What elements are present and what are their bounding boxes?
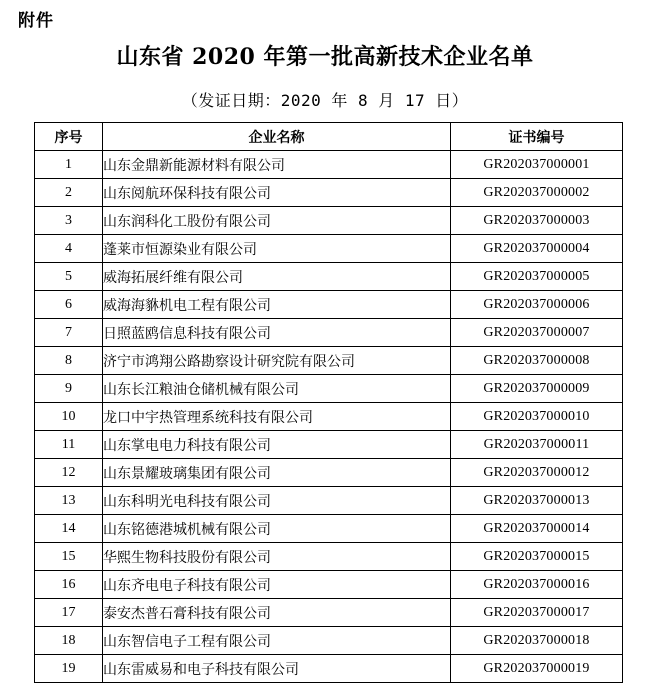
table-row bbox=[35, 655, 623, 683]
serial-number-cell: 7 bbox=[35, 319, 103, 347]
serial-number-cell: 19 bbox=[35, 655, 103, 683]
certificate-number-cell: GR202037000015 bbox=[451, 543, 623, 571]
enterprise-name-cell: 山东掌电电力科技有限公司 bbox=[103, 431, 451, 459]
header-serial-number: 序号 bbox=[35, 123, 103, 151]
enterprise-table bbox=[34, 122, 623, 683]
serial-number-cell: 1 bbox=[35, 151, 103, 179]
serial-number-cell: 11 bbox=[35, 431, 103, 459]
certificate-number-cell: GR202037000005 bbox=[451, 263, 623, 291]
enterprise-name-cell: 山东阅航环保科技有限公司 bbox=[103, 179, 451, 207]
table-row bbox=[35, 571, 623, 599]
certificate-number-cell: GR202037000008 bbox=[451, 347, 623, 375]
table-row bbox=[35, 319, 623, 347]
enterprise-name-cell: 山东齐电电子科技有限公司 bbox=[103, 571, 451, 599]
serial-number-cell: 16 bbox=[35, 571, 103, 599]
certificate-number-cell: GR202037000004 bbox=[451, 235, 623, 263]
serial-number-cell: 13 bbox=[35, 487, 103, 515]
table-row bbox=[35, 375, 623, 403]
certificate-number-cell: GR202037000019 bbox=[451, 655, 623, 683]
certificate-number-cell: GR202037000010 bbox=[451, 403, 623, 431]
enterprise-name-cell: 威海海貅机电工程有限公司 bbox=[103, 291, 451, 319]
enterprise-name-cell: 山东雷威易和电子科技有限公司 bbox=[103, 655, 451, 683]
enterprise-name-cell: 山东长江粮油仓储机械有限公司 bbox=[103, 375, 451, 403]
enterprise-name-cell: 华熙生物科技股份有限公司 bbox=[103, 543, 451, 571]
table-row bbox=[35, 291, 623, 319]
enterprise-name-cell: 日照蓝鸥信息科技有限公司 bbox=[103, 319, 451, 347]
certificate-number-cell: GR202037000001 bbox=[451, 151, 623, 179]
serial-number-cell: 14 bbox=[35, 515, 103, 543]
certificate-number-cell: GR202037000003 bbox=[451, 207, 623, 235]
table-row bbox=[35, 235, 623, 263]
attachment-label: 附件 bbox=[18, 11, 54, 31]
certificate-number-cell: GR202037000007 bbox=[451, 319, 623, 347]
table-row bbox=[35, 515, 623, 543]
serial-number-cell: 5 bbox=[35, 263, 103, 291]
page-title: 山东省 2020 年第一批高新技术企业名单 bbox=[116, 44, 534, 70]
enterprise-name-cell: 泰安杰普石膏科技有限公司 bbox=[103, 599, 451, 627]
certificate-number-cell: GR202037000016 bbox=[451, 571, 623, 599]
table-body bbox=[35, 151, 623, 683]
table-row bbox=[35, 207, 623, 235]
certificate-number-cell: GR202037000013 bbox=[451, 487, 623, 515]
enterprise-name-cell: 山东科明光电科技有限公司 bbox=[103, 487, 451, 515]
serial-number-cell: 10 bbox=[35, 403, 103, 431]
certificate-number-cell: GR202037000017 bbox=[451, 599, 623, 627]
enterprise-name-cell: 山东景耀玻璃集团有限公司 bbox=[103, 459, 451, 487]
serial-number-cell: 15 bbox=[35, 543, 103, 571]
table-row bbox=[35, 543, 623, 571]
enterprise-name-cell: 山东铭德港城机械有限公司 bbox=[103, 515, 451, 543]
serial-number-cell: 6 bbox=[35, 291, 103, 319]
table-row bbox=[35, 627, 623, 655]
enterprise-name-cell: 山东智信电子工程有限公司 bbox=[103, 627, 451, 655]
table-row bbox=[35, 347, 623, 375]
serial-number-cell: 9 bbox=[35, 375, 103, 403]
serial-number-cell: 3 bbox=[35, 207, 103, 235]
header-enterprise-name: 企业名称 bbox=[103, 123, 451, 151]
header-certificate-number: 证书编号 bbox=[451, 123, 623, 151]
serial-number-cell: 2 bbox=[35, 179, 103, 207]
serial-number-cell: 17 bbox=[35, 599, 103, 627]
serial-number-cell: 4 bbox=[35, 235, 103, 263]
certificate-number-cell: GR202037000009 bbox=[451, 375, 623, 403]
enterprise-name-cell: 山东润科化工股份有限公司 bbox=[103, 207, 451, 235]
table-row bbox=[35, 459, 623, 487]
table-row bbox=[35, 403, 623, 431]
certificate-number-cell: GR202037000018 bbox=[451, 627, 623, 655]
enterprise-name-cell: 蓬莱市恒源染业有限公司 bbox=[103, 235, 451, 263]
certificate-number-cell: GR202037000012 bbox=[451, 459, 623, 487]
certificate-number-cell: GR202037000014 bbox=[451, 515, 623, 543]
table-row bbox=[35, 151, 623, 179]
table-row bbox=[35, 263, 623, 291]
certificate-number-cell: GR202037000011 bbox=[451, 431, 623, 459]
serial-number-cell: 12 bbox=[35, 459, 103, 487]
enterprise-name-cell: 威海拓展纤维有限公司 bbox=[103, 263, 451, 291]
enterprise-name-cell: 济宁市鸿翔公路勘察设计研究院有限公司 bbox=[103, 347, 451, 375]
table-row bbox=[35, 431, 623, 459]
certificate-number-cell: GR202037000006 bbox=[451, 291, 623, 319]
enterprise-name-cell: 龙口中宇热管理系统科技有限公司 bbox=[103, 403, 451, 431]
table-row bbox=[35, 599, 623, 627]
table-header-row bbox=[35, 123, 623, 151]
serial-number-cell: 18 bbox=[35, 627, 103, 655]
certificate-number-cell: GR202037000002 bbox=[451, 179, 623, 207]
table-row bbox=[35, 179, 623, 207]
serial-number-cell: 8 bbox=[35, 347, 103, 375]
enterprise-name-cell: 山东金鼎新能源材料有限公司 bbox=[103, 151, 451, 179]
table-row bbox=[35, 487, 623, 515]
issue-date-subtitle: （发证日期：2020 年 8 月 17 日） bbox=[181, 91, 469, 110]
